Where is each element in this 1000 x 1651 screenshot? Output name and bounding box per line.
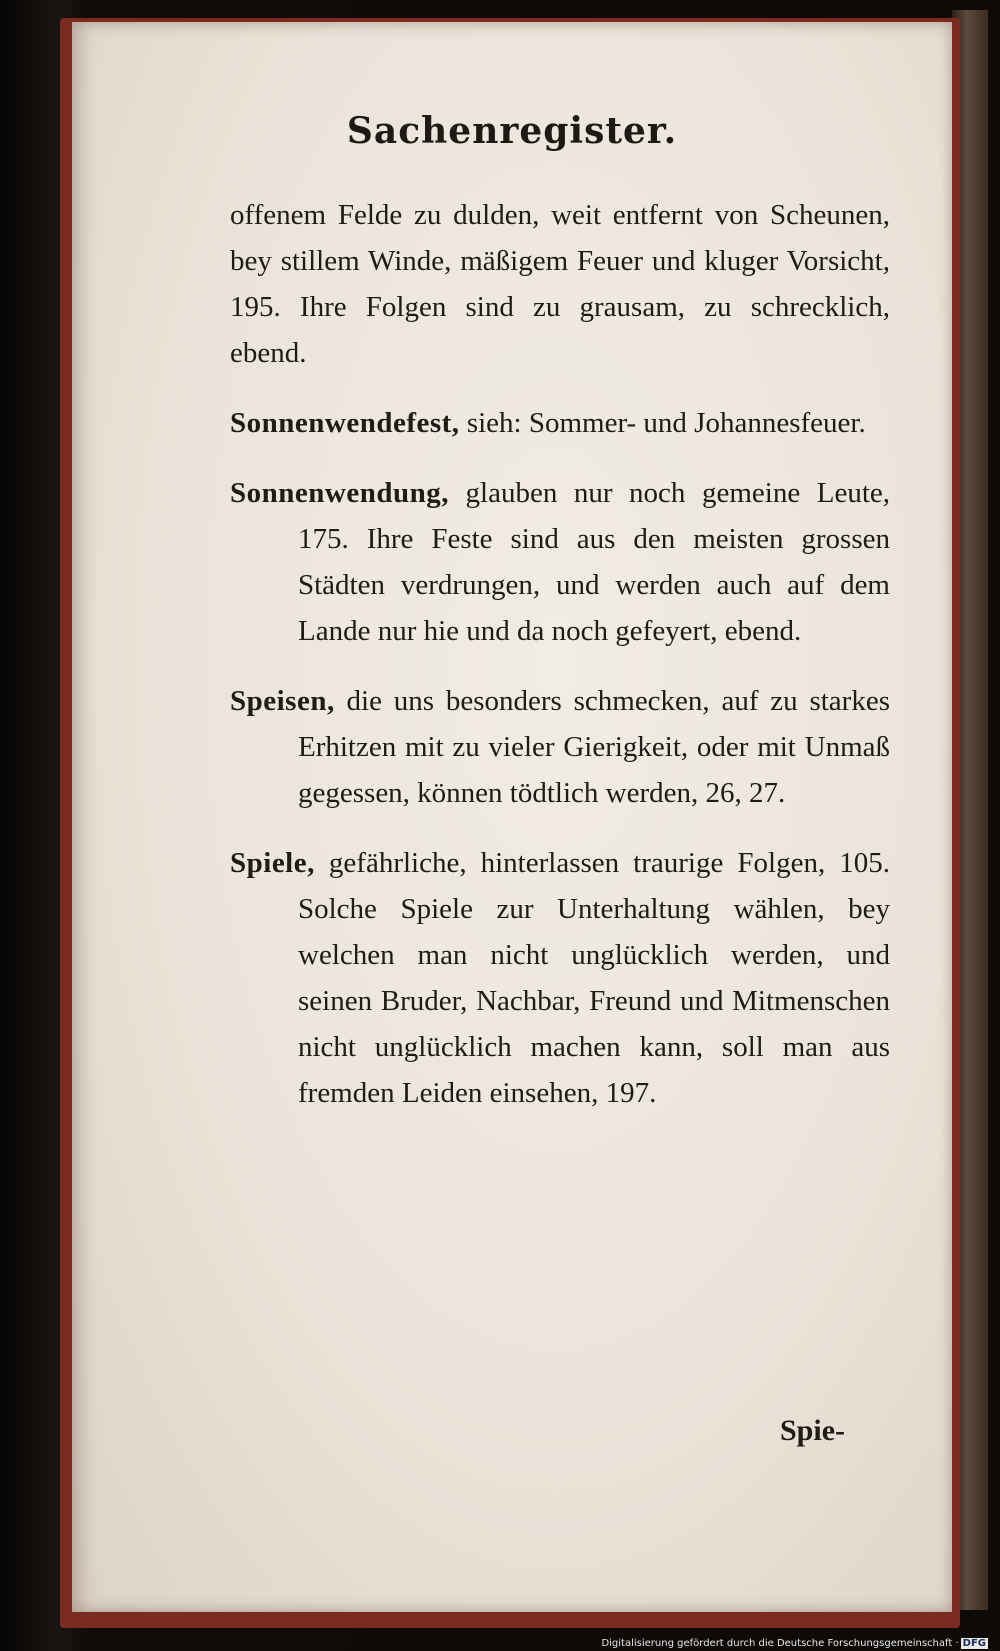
page-title: Sachenregister. bbox=[346, 110, 678, 152]
digitization-credit bbox=[601, 1638, 988, 1649]
index-entry bbox=[230, 400, 890, 446]
index-text bbox=[230, 192, 890, 1140]
entry-headword: Spiele, bbox=[230, 847, 315, 879]
index-entry bbox=[230, 840, 890, 1116]
entry-body: glauben nur noch gemeine Leute, 175. Ihre Feste sind aus den meisten grossen Städten verdrungen, und werden auch auf dem Lande nur hie und da noch gefeyert, ebend. bbox=[298, 477, 891, 647]
book-page bbox=[72, 22, 952, 1612]
entry-body: offenem Felde zu dulden, weit entfernt von Scheunen, bey stillem Winde, mäßigem Feuer und kluger Vorsicht, 195. Ihre Folgen sind zu grausam, zu schrecklich, ebend. bbox=[230, 199, 890, 369]
dfg-logo[interactable]: DFG bbox=[962, 1638, 986, 1649]
index-entry bbox=[230, 470, 890, 654]
index-entry bbox=[230, 678, 890, 816]
catchword: Spie- bbox=[780, 1414, 846, 1447]
credit-text: Digitalisierung gefördert durch die Deutsche Forschungsgemeinschaft · bbox=[601, 1638, 959, 1649]
entry-headword: Speisen, bbox=[230, 685, 335, 717]
entry-body: die uns besonders schmecken, auf zu starkes Erhitzen mit zu vieler Gierigkeit, oder mit Unmaß gegessen, können tödtlich werden, 26, 27. bbox=[298, 685, 890, 809]
entry-headword: Sonnenwendung, bbox=[230, 477, 449, 509]
entry-body: sieh: Sommer- und Johannesfeuer. bbox=[466, 407, 866, 439]
entry-headword: Sonnenwendefest, bbox=[230, 407, 460, 439]
entry-body: gefährliche, hinterlassen traurige Folgen, 105. Solche Spiele zur Unterhaltung wählen, bey welchen man nicht unglücklich werden, und seinen Bruder, Nachbar, Freund und Mitmenschen nicht unglücklich machen kann, soll man aus fremden Leiden einsehen, 197. bbox=[298, 847, 890, 1109]
index-entry bbox=[230, 192, 890, 376]
